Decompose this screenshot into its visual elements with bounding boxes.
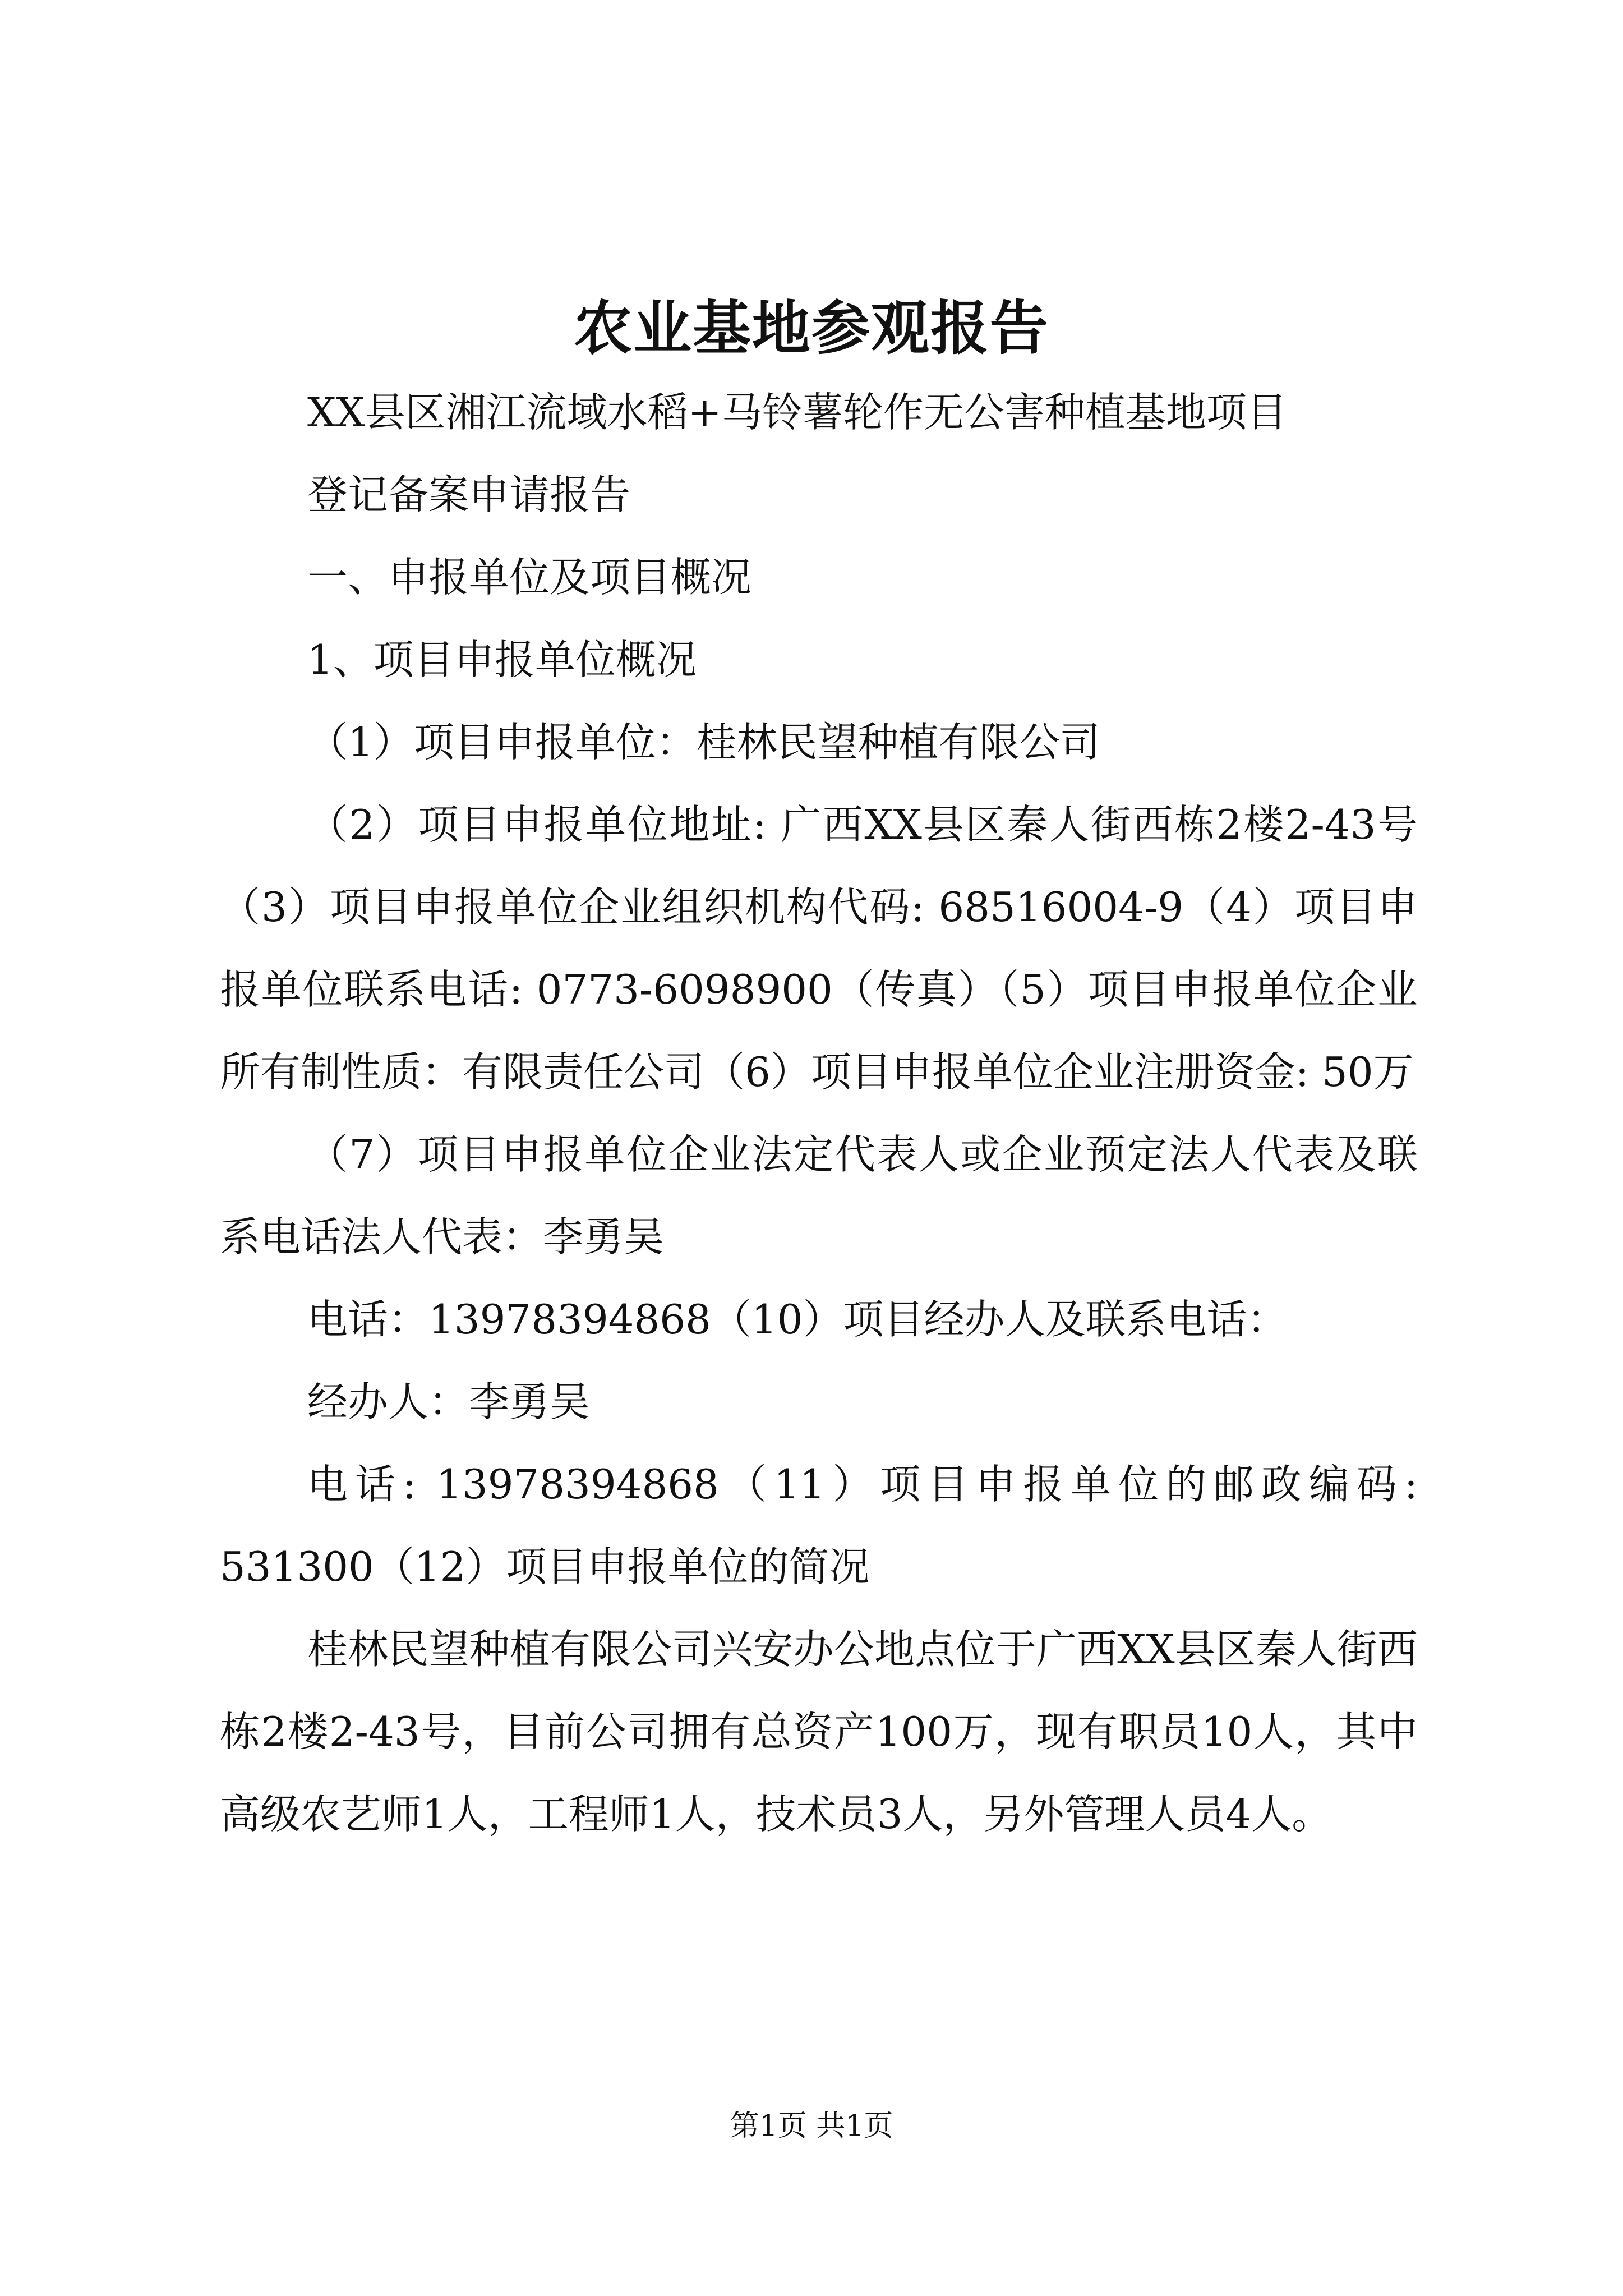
subsection-heading: 1、项目申报单位概况 bbox=[307, 636, 697, 683]
paragraph-applicant-details: （2）项目申报单位地址: 广西XX县区秦人街西栋2楼2-43号（3）项目申报单位企业组织机构代码: 68516004-9（4）项目申报单位联系电话: 0773-6098900（传真）（5）项目申报单位企业所有制性质：有限责任公司（6）项目申报单位企业注册资金: 50万 bbox=[220, 801, 1418, 1096]
paragraph-company-overview: 桂林民望种植有限公司兴安办公地点位于广西XX县区秦人街西栋2楼2-43号，目前公司拥有总资产100万，现有职员10人，其中高级农艺师1人，工程师1人，技术员3人，另外管理人员4人。 bbox=[220, 1626, 1418, 1838]
paragraph-handler-name: 经办人：李勇吴 bbox=[307, 1378, 591, 1425]
paragraph-applicant-unit: （1）项目申报单位：桂林民望种植有限公司 bbox=[307, 719, 1100, 766]
paragraph-postal-code: 电话: 13978394868（11）项目申报单位的邮政编码: 531300（12）项目申报单位的简况 bbox=[220, 1461, 1418, 1590]
project-name-line: XX县区湘江流域水稻+马铃薯轮作无公害种植基地项目 bbox=[307, 389, 1287, 436]
document-title: 农业基地参观报告 bbox=[573, 293, 1049, 362]
report-type-line: 登记备案申请报告 bbox=[307, 471, 631, 518]
paragraph-legal-representative: （7）项目申报单位企业法定代表人或企业预定法人代表及联系电话法人代表：李勇吴 bbox=[220, 1131, 1418, 1260]
page-footer: 第1页 共1页 bbox=[730, 2109, 893, 2143]
section-heading: 一、申报单位及项目概况 bbox=[307, 554, 752, 601]
document-body bbox=[220, 371, 1418, 1856]
paragraph-phone-handler: 电话：13978394868（10）项目经办人及联系电话： bbox=[307, 1296, 1288, 1343]
